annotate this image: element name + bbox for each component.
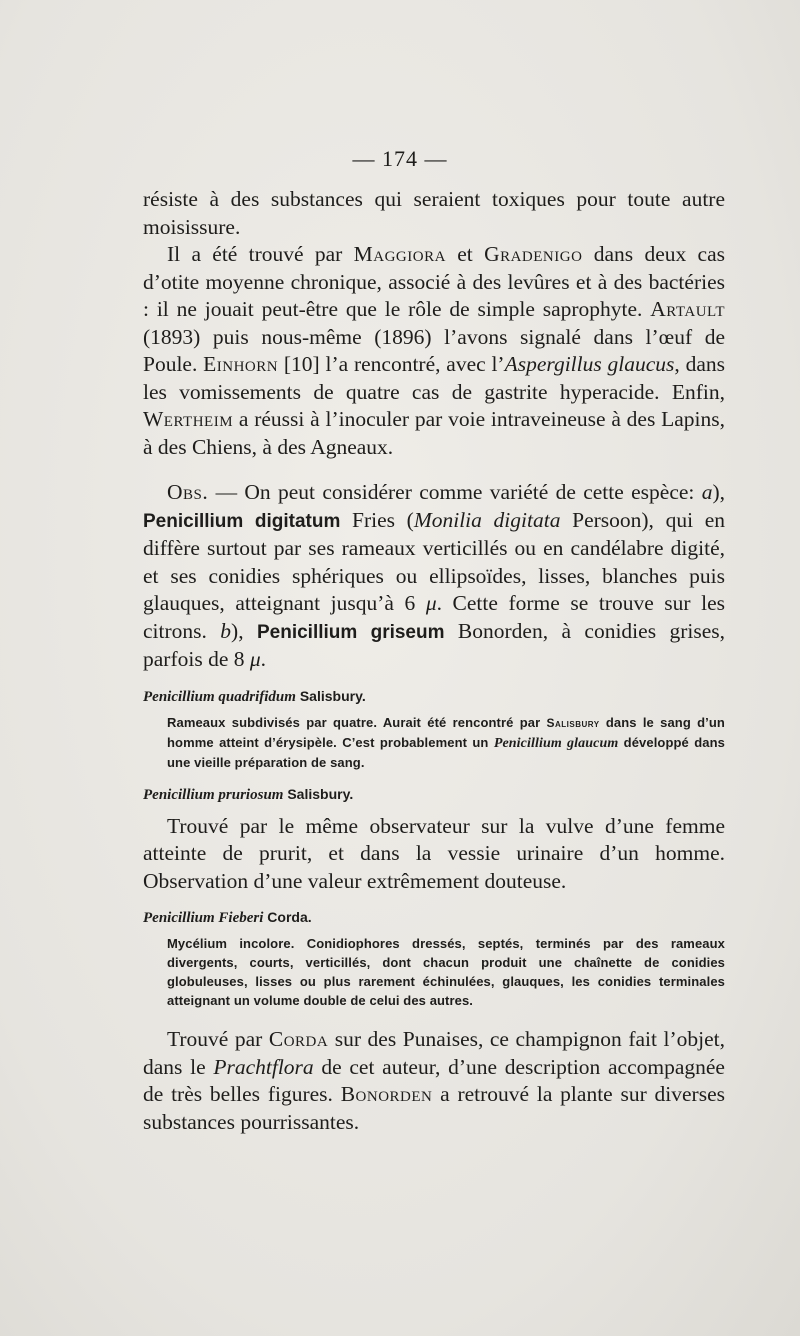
unit-mu: μ: [425, 591, 437, 615]
author-name: Bonorden: [340, 1082, 433, 1106]
text-run: a réussi à l’inoculer par voie intraveineuse à des Lapins, à des Chiens, à des Agneaux.: [143, 407, 725, 459]
species-heading-quadrifidum: [143, 686, 725, 707]
page-number: — 174 —: [352, 146, 448, 171]
list-letter: a: [701, 480, 713, 504]
text-run: Il a été trouvé par: [167, 242, 354, 266]
list-letter: b: [220, 618, 232, 643]
species-author: Salisbury.: [295, 687, 366, 704]
unit-mu: μ: [249, 647, 261, 671]
text-run: Persoon), qui en diffère surtout par ses rameaux verticillés ou en candélabre digité, et ses conidies sphériques ou ellipsoïdes, lisses, blanches puis glauques, atteignant jusqu’à 6: [143, 507, 726, 615]
text-run: Fries (: [340, 507, 414, 532]
text-run: de cet auteur, d’une description accompagnée de très belles figures.: [143, 1054, 725, 1106]
page-text: [143, 186, 725, 1136]
text-run: Trouvé par: [167, 1027, 269, 1051]
author-name: Corda: [268, 1027, 329, 1051]
text-run: . Cette forme se trouve sur les citrons.: [143, 591, 726, 643]
species-name: Penicillium pruriosum: [143, 786, 284, 803]
text-run: dans le sang d’un homme atteint d’érysipèle. C’est probablement un: [167, 714, 725, 750]
author-name: Gradenigo: [484, 242, 583, 266]
author-name: Salisbury: [546, 715, 600, 730]
observation-paragraph: [143, 479, 725, 674]
author-name: Wertheim: [143, 407, 234, 431]
species-description-fieberi: Mycélium incolore. Conidiophores dressés, septés, terminés par des rameaux divergents, courts, verticillés, dont chacun produit une chaînette de conidies globuleuses, lisses ou plus rarement échinulées, glauques, les conidies terminales atteignant un volume double de celui des autres.: [167, 936, 725, 1008]
paragraph-occurrences: [143, 241, 725, 461]
text-run: ),: [231, 618, 257, 643]
text-run: sur des Punaises, ce champignon fait l’objet, dans le: [143, 1027, 725, 1079]
author-name: Maggiora: [353, 242, 446, 266]
text-run: dans deux cas d’otite moyenne chronique, associé à des levûres et à des bactéries : il ne jouait peut-être que le rôle de simple saprophyte.: [143, 242, 725, 321]
book-title: Prachtflora: [213, 1054, 314, 1079]
species-italic: Penicillium glaucum: [493, 735, 619, 751]
species-heading-pruriosum: [143, 784, 725, 805]
text-run: .: [260, 647, 267, 671]
species-author: Corda.: [263, 909, 312, 925]
species-heading-fieberi: [143, 907, 725, 928]
paragraph-fieberi: [143, 1026, 725, 1136]
species-author: Salisbury.: [283, 785, 354, 802]
text-run: , dans les vomissements de quatre cas de gastrite hyperacide. Enfin,: [143, 352, 725, 404]
author-name: Einhorn: [203, 352, 279, 376]
species-bold: Penicillium griseum: [256, 621, 445, 643]
paragraph-continuation: résiste à des substances qui seraient toxiques pour toute autre moisissure.: [143, 187, 725, 239]
paragraph-pruriosum: Trouvé par le même observateur sur la vulve d’une femme atteinte de prurit, et dans la vessie urinaire d’un homme. Observation d’une valeur extrêmement douteuse.: [143, 813, 725, 893]
text-run: a retrouvé la plante sur diverses substances pourrissantes.: [143, 1082, 725, 1134]
species-italic: Monilia digitata: [413, 507, 561, 532]
author-name: Artault: [650, 297, 725, 321]
species-name: Penicillium Fieberi: [143, 910, 264, 926]
text-run: (1893) puis nous-même (1896) l’avons signalé dans l’œuf de Poule.: [143, 324, 725, 376]
species-name: Penicillium quadrifidum: [143, 688, 296, 705]
text-run: Rameaux subdivisés par quatre. Aurait été rencontré par: [167, 714, 547, 730]
text-run: [10] l’a rencontré, avec l’: [278, 352, 505, 376]
text-run: — On peut considérer comme variété de cette espèce:: [208, 480, 702, 504]
text-run: et: [445, 242, 485, 266]
obs-label: Obs.: [167, 480, 209, 504]
text-run: ),: [712, 480, 725, 504]
text-run: développé dans une vieille préparation de sang.: [167, 734, 725, 770]
species-description-quadrifidum: [143, 713, 725, 772]
species-bold: Penicillium digitatum: [143, 510, 341, 532]
text-run: Bonorden, à conidies grises, parfois de 8: [143, 618, 725, 671]
species-italic: Aspergillus glaucus: [504, 352, 675, 376]
